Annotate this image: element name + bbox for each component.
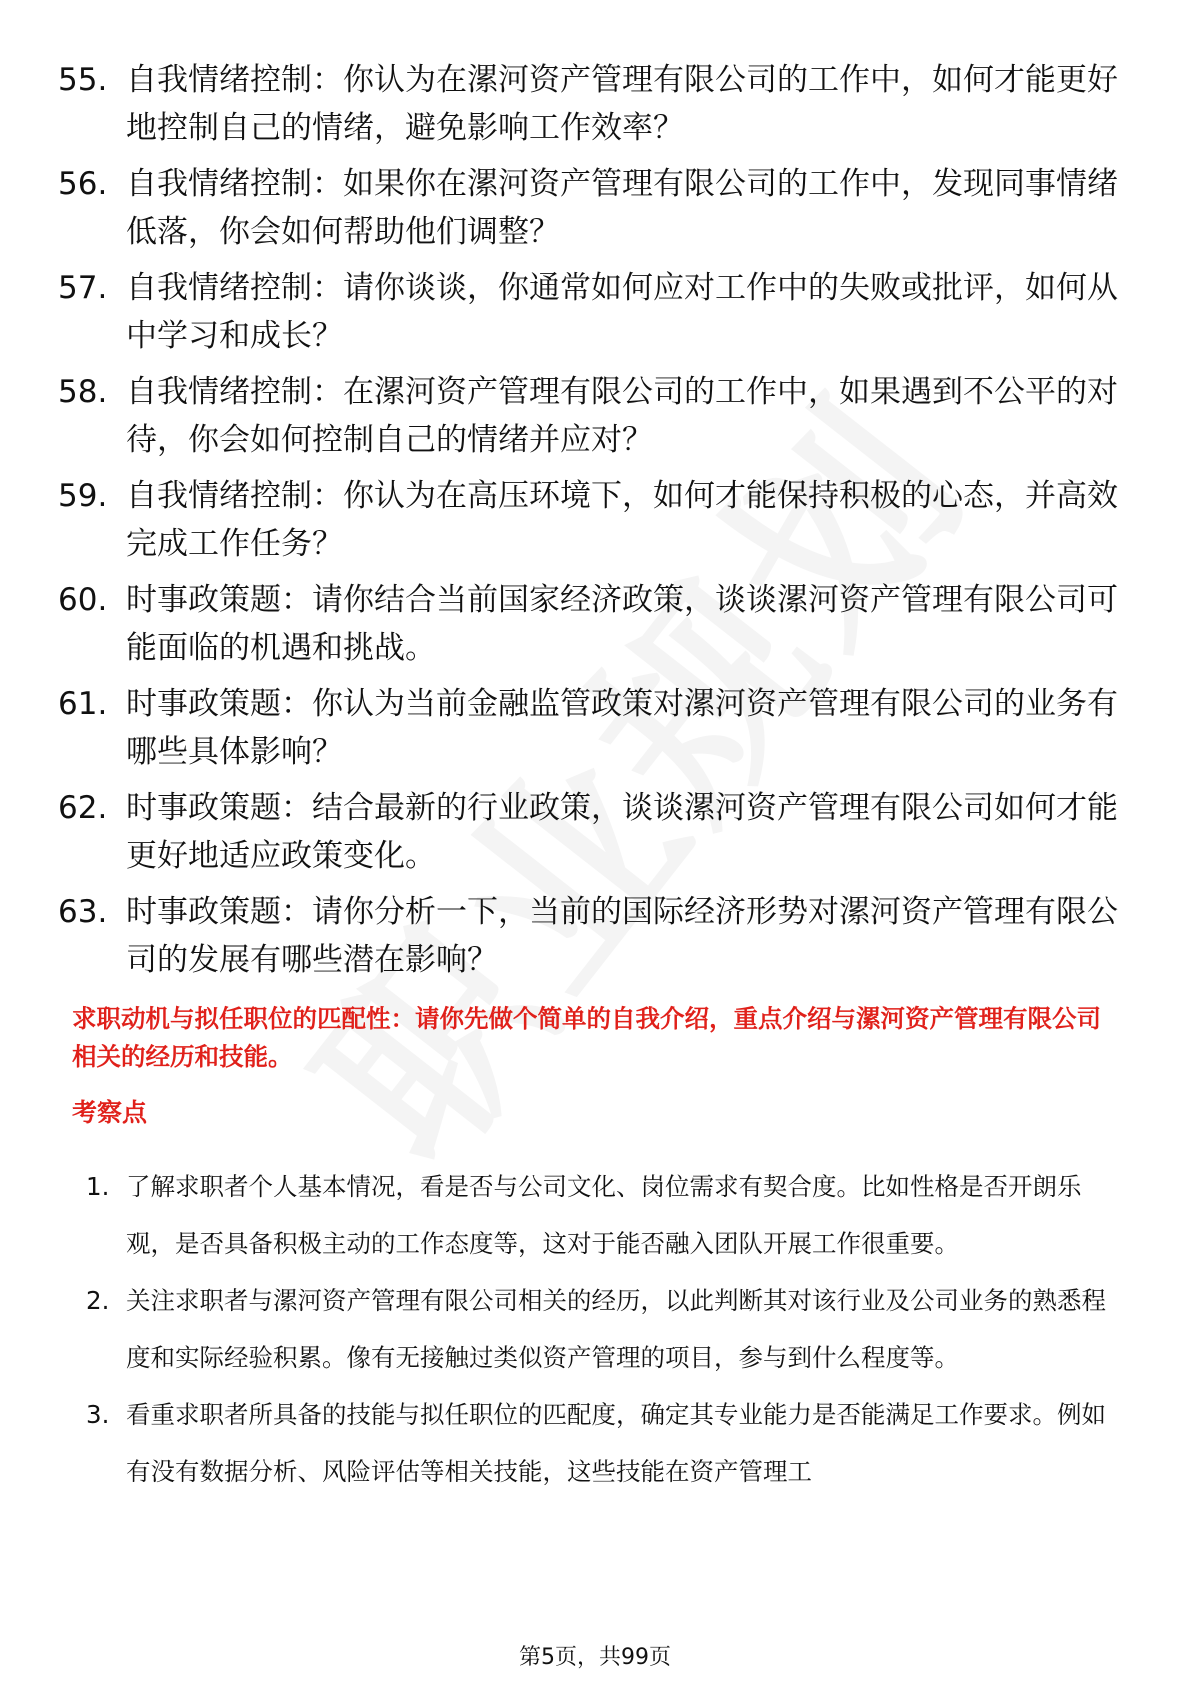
question-number: 57.: [58, 270, 108, 306]
key-point-item: [86, 1386, 1126, 1500]
key-point-text: 关注求职者与漯河资产管理有限公司相关的经历，以此判断其对该行业及公司业务的熟悉程度和实际经验积累。像有无接触过类似资产管理的项目，参与到什么程度等。: [126, 1286, 1106, 1372]
question-item: [58, 888, 1138, 984]
question-text: 时事政策题：你认为当前金融监管政策对漯河资产管理有限公司的业务有哪些具体影响？: [126, 686, 1118, 770]
question-item: [58, 56, 1138, 152]
question-number: 61.: [58, 686, 108, 722]
question-item: [58, 576, 1138, 672]
question-number: 60.: [58, 582, 108, 618]
key-point-number: 2.: [86, 1286, 110, 1315]
question-number: 58.: [58, 374, 108, 410]
question-number: 56.: [58, 166, 108, 202]
key-point-item: [86, 1158, 1126, 1272]
question-number: 62.: [58, 790, 108, 826]
page-footer: 第5页，共99页: [519, 1645, 671, 1670]
question-text: 时事政策题：请你分析一下，当前的国际经济形势对漯河资产管理有限公司的发展有哪些潜在影响？: [126, 894, 1118, 978]
question-text: 时事政策题：结合最新的行业政策，谈谈漯河资产管理有限公司如何才能更好地适应政策变化。: [126, 790, 1118, 874]
question-item: [58, 368, 1138, 464]
question-list: [58, 56, 1138, 992]
question-text: 时事政策题：请你结合当前国家经济政策，谈谈漯河资产管理有限公司可能面临的机遇和挑战。: [126, 582, 1118, 666]
question-text: 自我情绪控制：你认为在高压环境下，如何才能保持积极的心态，并高效完成工作任务？: [126, 478, 1118, 562]
question-number: 63.: [58, 894, 108, 930]
question-text: 自我情绪控制：请你谈谈，你通常如何应对工作中的失败或批评，如何从中学习和成长？: [126, 270, 1118, 354]
key-points-list: [86, 1158, 1126, 1500]
key-point-item: [86, 1272, 1126, 1386]
key-point-number: 1.: [86, 1172, 110, 1201]
question-text: 自我情绪控制：如果你在漯河资产管理有限公司的工作中，发现同事情绪低落，你会如何帮助他们调整？: [126, 166, 1118, 250]
question-text: 自我情绪控制：在漯河资产管理有限公司的工作中，如果遇到不公平的对待，你会如何控制自己的情绪并应对？: [126, 374, 1118, 458]
question-number: 55.: [58, 62, 108, 98]
question-item: [58, 264, 1138, 360]
question-number: 59.: [58, 478, 108, 514]
question-item: [58, 680, 1138, 776]
question-text: 自我情绪控制：你认为在漯河资产管理有限公司的工作中，如何才能更好地控制自己的情绪，避免影响工作效率？: [126, 62, 1118, 146]
question-item: [58, 160, 1138, 256]
question-item: [58, 472, 1138, 568]
key-point-text: 看重求职者所具备的技能与拟任职位的匹配度，确定其专业能力是否能满足工作要求。例如有没有数据分析、风险评估等相关技能，这些技能在资产管理工: [126, 1400, 1106, 1486]
key-point-text: 了解求职者个人基本情况，看是否与公司文化、岗位需求有契合度。比如性格是否开朗乐观，是否具备积极主动的工作态度等，这对于能否融入团队开展工作很重要。: [126, 1172, 1082, 1258]
key-point-number: 3.: [86, 1400, 110, 1429]
question-item: [58, 784, 1138, 880]
motivation-question-heading: 求职动机与拟任职位的匹配性：请你先做个简单的自我介绍，重点介绍与漯河资产管理有限公司相关的经历和技能。: [72, 1004, 1101, 1071]
key-points-title: 考察点: [72, 1098, 148, 1127]
